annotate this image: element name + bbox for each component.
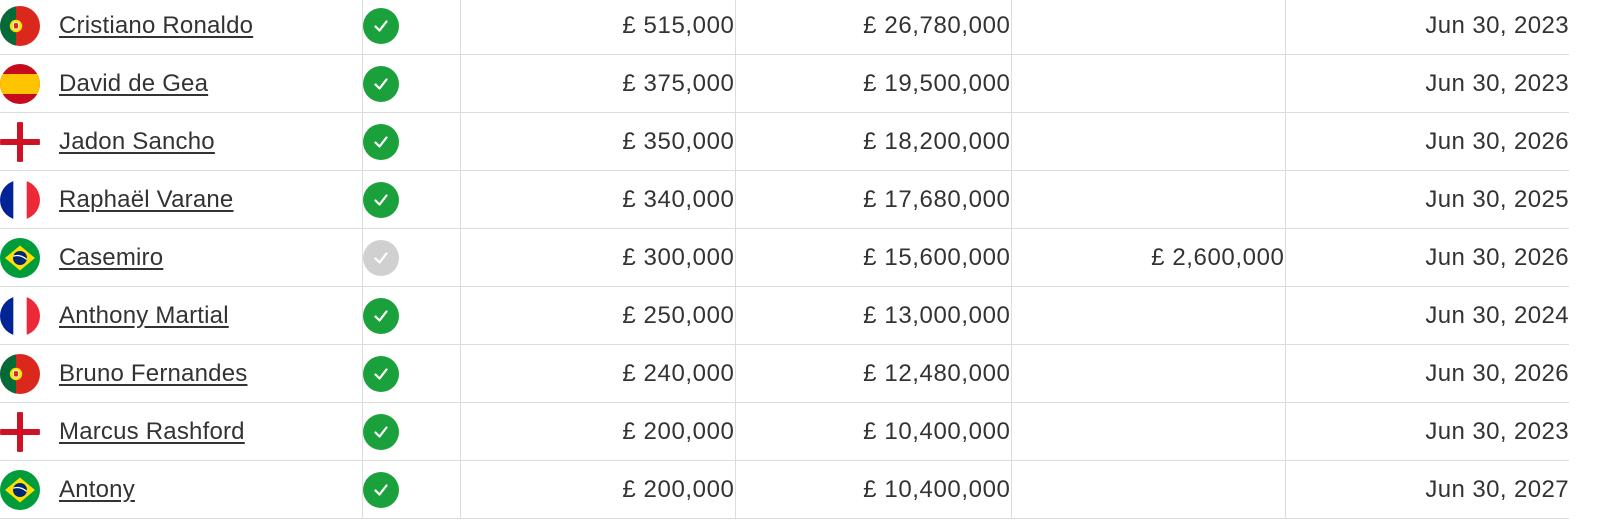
- player-name-link[interactable]: Casemiro: [59, 243, 164, 271]
- bonus: [1011, 403, 1285, 461]
- player-name-link[interactable]: Antony: [59, 475, 135, 503]
- table-row: [0, 287, 1569, 345]
- check-icon: [363, 414, 399, 450]
- contract-expiry: Jun 30, 2024: [1285, 287, 1569, 345]
- france-flag-icon: [0, 296, 40, 336]
- weekly-wage: £ 515,000: [460, 0, 735, 55]
- status-cell: [362, 171, 460, 229]
- player-cell: [0, 403, 362, 461]
- portugal-flag-icon: [0, 354, 40, 394]
- annual-salary: £ 10,400,000: [735, 403, 1011, 461]
- weekly-wage: £ 200,000: [460, 461, 735, 519]
- annual-salary: £ 19,500,000: [735, 55, 1011, 113]
- player-cell: [0, 0, 362, 55]
- table-row: [0, 55, 1569, 113]
- check-icon: [363, 182, 399, 218]
- contract-expiry: Jun 30, 2026: [1285, 229, 1569, 287]
- player-cell: [0, 461, 362, 519]
- player-cell: [0, 113, 362, 171]
- player-cell: [0, 171, 362, 229]
- table-row: [0, 171, 1569, 229]
- weekly-wage: £ 240,000: [460, 345, 735, 403]
- status-cell: [362, 403, 460, 461]
- annual-salary: £ 13,000,000: [735, 287, 1011, 345]
- contract-expiry: Jun 30, 2026: [1285, 113, 1569, 171]
- check-icon: [363, 66, 399, 102]
- player-name-link[interactable]: Bruno Fernandes: [59, 359, 248, 387]
- check-icon: [363, 356, 399, 392]
- france-flag-icon: [0, 180, 40, 220]
- player-name-link[interactable]: Cristiano Ronaldo: [59, 11, 254, 39]
- table-row: [0, 0, 1569, 55]
- player-name-link[interactable]: Anthony Martial: [59, 301, 229, 329]
- player-name-link[interactable]: Raphaël Varane: [59, 185, 234, 213]
- contract-expiry: Jun 30, 2023: [1285, 55, 1569, 113]
- bonus: [1011, 55, 1285, 113]
- annual-salary: £ 17,680,000: [735, 171, 1011, 229]
- contract-expiry: Jun 30, 2023: [1285, 0, 1569, 55]
- player-name-link[interactable]: David de Gea: [59, 69, 209, 97]
- table-row: [0, 461, 1569, 519]
- check-icon: [363, 472, 399, 508]
- contract-expiry: Jun 30, 2025: [1285, 171, 1569, 229]
- bonus: £ 2,600,000: [1011, 229, 1285, 287]
- status-cell: [362, 287, 460, 345]
- weekly-wage: £ 375,000: [460, 55, 735, 113]
- weekly-wage: £ 300,000: [460, 229, 735, 287]
- status-cell: [362, 229, 460, 287]
- contract-expiry: Jun 30, 2023: [1285, 403, 1569, 461]
- contract-expiry: Jun 30, 2026: [1285, 345, 1569, 403]
- england-flag-icon: [0, 122, 40, 162]
- status-cell: [362, 345, 460, 403]
- annual-salary: £ 15,600,000: [735, 229, 1011, 287]
- player-cell: [0, 229, 362, 287]
- player-name-link[interactable]: Marcus Rashford: [59, 417, 245, 445]
- status-cell: [362, 0, 460, 55]
- bonus: [1011, 171, 1285, 229]
- annual-salary: £ 18,200,000: [735, 113, 1011, 171]
- bonus: [1011, 345, 1285, 403]
- bonus: [1011, 0, 1285, 55]
- brazil-flag-icon: [0, 238, 40, 278]
- check-icon: [363, 298, 399, 334]
- table-row: [0, 403, 1569, 461]
- table-row: [0, 229, 1569, 287]
- check-icon: [363, 124, 399, 160]
- player-name-link[interactable]: Jadon Sancho: [59, 127, 215, 155]
- contract-expiry: Jun 30, 2027: [1285, 461, 1569, 519]
- bonus: [1011, 113, 1285, 171]
- annual-salary: £ 12,480,000: [735, 345, 1011, 403]
- table-row: [0, 113, 1569, 171]
- player-cell: [0, 345, 362, 403]
- annual-salary: £ 10,400,000: [735, 461, 1011, 519]
- bonus: [1011, 461, 1285, 519]
- weekly-wage: £ 250,000: [460, 287, 735, 345]
- bonus: [1011, 287, 1285, 345]
- england-flag-icon: [0, 412, 40, 452]
- check-icon: [363, 240, 399, 276]
- status-cell: [362, 55, 460, 113]
- player-cell: [0, 287, 362, 345]
- brazil-flag-icon: [0, 470, 40, 510]
- portugal-flag-icon: [0, 6, 40, 46]
- player-cell: [0, 55, 362, 113]
- check-icon: [363, 8, 399, 44]
- status-cell: [362, 113, 460, 171]
- weekly-wage: £ 200,000: [460, 403, 735, 461]
- annual-salary: £ 26,780,000: [735, 0, 1011, 55]
- status-cell: [362, 461, 460, 519]
- table-row: [0, 345, 1569, 403]
- weekly-wage: £ 350,000: [460, 113, 735, 171]
- weekly-wage: £ 340,000: [460, 171, 735, 229]
- spain-flag-icon: [0, 64, 40, 104]
